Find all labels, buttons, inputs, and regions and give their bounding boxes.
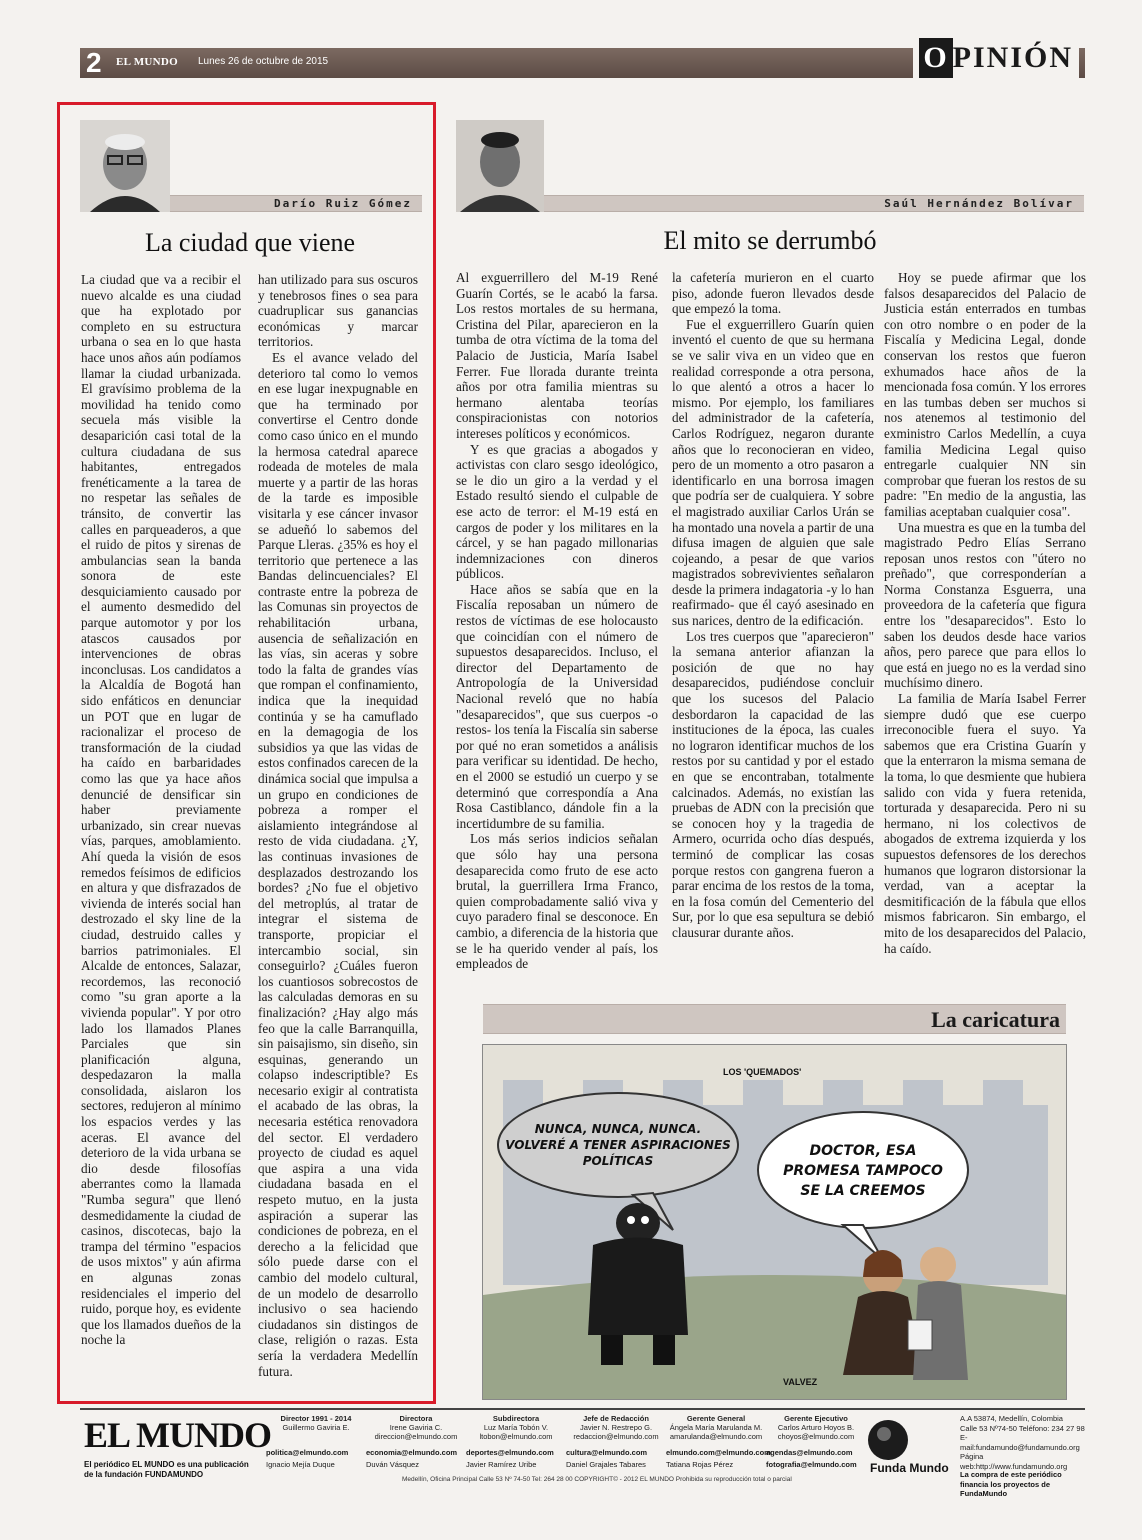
masthead-small: EL MUNDO <box>116 56 178 68</box>
issue-date: Lunes 26 de octubre de 2015 <box>198 56 329 67</box>
bubble-left-line-1: NUNCA, NUNCA, NUNCA. <box>534 1122 702 1136</box>
author-bar-2: Saúl Hernández Bolívar <box>544 195 1084 212</box>
paragraph: Hace años se sabía que en la Fiscalía reposaban un número de restos de víctimas de ese holocausto que coincidían con el número de supuestos desaparecidos. Incluso, el director del Departamento de Antropología de la Universidad Nacional reveló que no había "desaparecidos", que sus cuerpos -o restos- los tenía la Fiscalía sin saberse por qué no eran sometidos a análisis para verificar su identidad. De hecho, en el 2000 se estudió un cuerpo y se determinó que correspondía a Ana Rosa Castiblanco, dándole fin a la incertidumbre de su familia. <box>456 581 658 831</box>
paragraph: Al exguerrillero del M-19 René Guarín Cortés, se le acabó la farsa. Los restos mortales de su hermana, Cristina del Pilar, aparecieron en la tumba de otra víctima de la toma del Palacio de Justicia, María Isabel Ferrer. Fue llorada durante treinta años por otra familia mientras su hermano alentaba teorías conspiracionistas con notorios intereses políticos y económicos. <box>456 270 658 441</box>
article2-column-3 <box>884 270 1086 956</box>
caricature-image <box>482 1044 1067 1400</box>
editor-name: Javier Ramírez Uribe <box>466 1460 537 1469</box>
fundamundo-note: La compra de este periódico financia los proyectos de FundaMundo <box>960 1470 1062 1498</box>
paragraph: La ciudad que va a recibir el nuevo alcalde es una ciudad que ha explotado por completo en su estructura urbana o sea en lo que hasta hace unos años aún podíamos llamar la ciudad urbanizada. El gravísimo problema de la movilidad ha tenido como secuela más visible la desaparición casi total de la cultura ciudadana de sus habitantes, entregados frenéticamente a la tarea de no respetar las señales de tránsito, de convertir las calles en parqueaderos, a que el ruido de pitos y sirenas de ambulancias sean la banda sonora de este desquiciamiento causado por el aumento desmedido del parque automotor y por los atascos causados por intervenciones de obras inconclusas. Los candidatos a la Alcaldía de Bogotá han sido enfáticos en denunciar un POT que en lugar de racionalizar el proceso de transformación de la ciudad ha caído en barbaridades como las que ya hace años denuncié de densificar sin haber previamente urbanizado, sin crear nuevas vías, parques, amoblamiento. Ahí queda la visión de esos remedos feísimos de edificios en altura y que disfrazados de vivienda de interés social han destrozado el sky line de la ciudad, destruido calles y barrios patrimoniales. El Alcalde de entonces, Salazar, recordemos, las reconoció como "su gran aporte a la vivienda popular". Y por otro lado los llamados Planes Parciales que sin planificación alguna, despedazaron la malla consolidada, aislaron los sectores, redujeron al mínimo los espacios verdes y las aceras. El avance del deterioro de la vida urbana se dio desde filosofías aberrantes como la llamada "Rumba segura" que llenó desmedidamente la ciudad de casinos, discotecas, bajo la trampa del término "espacios de usos mixtos" y aún afirma en algunas zonas residenciales el imperio del ruido, porque hoy, es evidente que los llamados dueños de la noche la <box>81 272 241 1348</box>
article-title-1: La ciudad que viene <box>144 228 356 257</box>
page-header-band <box>80 41 1085 78</box>
editor-name: Daniel Grajales Tabares <box>566 1460 646 1469</box>
bubble-right-line-1: DOCTOR, ESA <box>809 1143 917 1159</box>
el-mundo-logo: EL MUNDO <box>84 1415 272 1455</box>
paragraph: Los tres cuerpos que "aparecieron" la semana anterior afianzan la posición de que no hay desaparecidos, pudiéndose concluir que los sucesos del Palacio desbordaron la capacidad de las instituciones de la época, las cuales no lograron identificar muchos de los restos por su cantidad y por el estado en que se encontraban, totalmente calcinados. Además, no existían las pruebas de ADN con la precisión que se conocen hoy y la tragedia de Armero, ocurrida ocho días después, terminó de complicar las cosas porque restos con gangrena fueron a parar encima de los restos de la toma, en la fosa común del Cementerio del Sur, por lo que esa sepultura se debió clausurar durante años. <box>672 628 874 940</box>
caricature-title: La caricatura <box>931 1007 1060 1032</box>
author-photo-1 <box>80 120 170 212</box>
article-title-2: El mito se derrumbó <box>663 226 877 255</box>
editor-name: Duván Vásquez <box>366 1460 419 1469</box>
email-fotografia[interactable]: fotografia@elmundo.com <box>766 1460 857 1469</box>
caricature-header-bar <box>483 1004 1066 1034</box>
staff-subdirectora: Subdirectora Luz María Tobón V. ltobon@elmundo.com <box>479 1414 553 1441</box>
paragraph: Hoy se puede afirmar que los falsos desaparecidos del Palacio de Justicia están enterrados en tumbas con otro nombre o en poder de la Fiscalía y Medicina Legal, donde conservan los restos que fueron exhumados hace años de la mencionada fosa común. Y los errores en las tumbas deben ser muchos si nos atenemos al testimonio del exministro Carlos Medellín, a cuya familia Medicina Legal quiso entregarle cualquier NN sin comprobar que fueran los restos de su padre: "En medio de la angustia, las familias aceptaban cualquier cosa". <box>884 270 1086 519</box>
paragraph: La familia de María Isabel Ferrer siempre dudó que ese cuerpo irreconocible fuera el suyo. Ya sabemos que era Cristina Guarín y que la enterraron la misma semana de la toma, lo que desmiente que hubiera salido con vida y fuera retenida, torturada y desaparecida. Pero ni su hermano, ni los colectivos de abogados de extrema izquierda y los supuestos defensores de los derechos humanos que lograron distorsionar la verdad, van a aceptar la desmitificación de la fábula que ellos mismos fabricaron. Sin embargo, el mito de los desaparecidos del Palacio, ha caído. <box>884 691 1086 956</box>
email-cultura[interactable]: cultura@elmundo.com <box>566 1448 648 1457</box>
page-number: 2 <box>86 47 102 78</box>
email-economia[interactable]: economia@elmundo.com <box>366 1448 458 1457</box>
paragraph: la cafetería murieron en el cuarto piso, adonde fueron llevados desde que empezó la toma. <box>672 270 874 317</box>
editor-name: Tatiana Rojas Pérez <box>666 1460 734 1469</box>
paragraph: Una muestra es que en la tumba del magistrado Pedro Elías Serrano reposan unos restos con "útero no preñado", que corresponderían a Norma Constanza Esguerra, una proveedora de la cafetería que figura entre los "desaparecidos". Esto lo saben los deudos desde hace varios años, pero parece que para ellos lo que está en juego no es la verdad sino muchísimo dinero. <box>884 519 1086 691</box>
office-address: Medellín, Oficina Principal Calle 53 Nº 74-50 Tel: 264 28 00 COPYRIGHT© - 2012 EL MUNDO Prohibida su reproducción total o parcial <box>402 1476 792 1483</box>
cartoon-caption-top: LOS 'QUEMADOS' <box>723 1067 802 1077</box>
paragraph: Es el avance velado del deterioro tal como lo vemos en ese lugar inexpugnable en que ha terminado por convertirse el Centro donde como caso único en el mundo la hermosa catedral aparece rodeada de moteles de mala muerte y a partir de las horas de la tarde es imposible visitarla y ese cáncer invasor se adueñó lo sabemos del Parque Lleras. ¿35% es hoy el territorio que pertenece a las Bandas delincuenciales? El contraste entre la pobreza de las Comunas sin proyectos de rehabilitación urbana, ausencia de señalización en las vías, sin aceras y sobre todo la falta de grandes vías que rompan el confinamiento, indica que la inequidad continúa y se ha camuflado en la demagogia de los subsidios ya que las vidas de estos confinados carecen de la dinámica social que impulsa a un grupo en condiciones de pobreza a romper el aislamiento integrándose al resto de vida ciudadana. ¿Y, las continuas invasiones de desplazados destrozando los bordes? ¿No fue el objetivo del metroplús, al tratar de integrar el sistema de transporte, propiciar el intercambio social, sin conseguirlo? ¿Cuáles fueron los cuantiosos sobrecostos de las calculadas demoras en su finalización? ¿Hay algo más feo que la calle Barranquilla, sin paisajismo, sin diseño, sin esquinas, generando un colapso indescriptible? Es necesario exigir al contratista el acabado de las obras, la necesaria estética renovadora del sector. El verdadero proyecto de ciudad es aquel que aspira a una vida ciudadana basada en el respeto mutuo, en la justa aspiración a superar las condiciones de pobreza, en el derecho a la felicidad que sólo puede darse con el cambio del modelo cultural, de un modelo de desarrollo inclusivo o sea haciendo ciudadanos sin distingos de clase, religión o razas. Esta sería la verdadera Medellín futura. <box>258 349 418 1379</box>
staff-gerente-ejecutivo: Gerente Ejecutivo Carlos Arturo Hoyos B. choyos@elmundo.com <box>777 1414 855 1441</box>
email-link[interactable]: choyos@elmundo.com <box>777 1432 855 1441</box>
bubble-left-line-2: VOLVERÉ A TENER ASPIRACIONES <box>505 1138 731 1152</box>
paragraph: Los más serios indicios señalan que sólo hay una persona desaparecida como fruto de ese acto brutal, la guerrillera Irma Franco, quien comprobadamente salió viva y cuyo paradero final se desconoce. En cambio, a diferencia de la historia que se le ha querido vender al país, los empleados de <box>456 831 658 972</box>
article2-column-1 <box>456 270 658 972</box>
fundamundo-contact: A.A 53874, Medellín, Colombia Calle 53 Nº74-50 Teléfono: 234 27 98 E-mail:fundamundo@fundamundo.org Página web:http://www.fundamundo.org <box>960 1414 1085 1471</box>
section-emails <box>266 1448 866 1460</box>
fundamundo-email-link[interactable]: E-mail:fundamundo@fundamundo.org <box>960 1433 1080 1452</box>
paragraph: han utilizado para sus oscuros y tenebrosos fines o sea para cuadruplicar sus ganancias económicas y marcar territorios. <box>258 272 418 350</box>
author-photo-2 <box>456 120 544 212</box>
email-deportes[interactable]: deportes@elmundo.com <box>466 1448 554 1457</box>
staff-directora: Directora Irene Gaviria C. direccion@elmundo.com <box>374 1414 458 1441</box>
article1-column-2 <box>258 272 418 1379</box>
email-elmundo[interactable]: elmundo.com@elmundo.com <box>666 1448 771 1457</box>
editor-name: Ignacio Mejía Duque <box>266 1460 335 1469</box>
cartoon-signature: VALVEZ <box>783 1377 818 1387</box>
svg-text:Funda Mundo: Funda Mundo <box>870 1461 949 1475</box>
fundamundo-logo <box>866 1412 949 1475</box>
bubble-right-line-2: PROMESA TAMPOCO <box>783 1163 943 1179</box>
page-footer <box>80 1408 1085 1498</box>
email-link[interactable]: redaccion@elmundo.com <box>573 1432 659 1441</box>
bubble-left-line-3: POLÍTICAS <box>582 1154 654 1168</box>
paragraph: Y es que gracias a abogados y activistas con claro sesgo ideológico, se le dio un giro a la verdad y el Estado resultó siendo el culpable de ese acto de terror: el M-19 está en cargos de poder y los militares en la cárcel, y se han pagado millonarias indemnizaciones con dineros públicos. <box>456 441 658 582</box>
author-bar-1: Darío Ruiz Gómez <box>170 195 422 212</box>
email-agendas[interactable]: agendas@elmundo.com <box>766 1448 853 1457</box>
staff-jefe-redaccion: Jefe de Redacción Javier N. Restrepo G. redaccion@elmundo.com <box>573 1414 659 1441</box>
staff-director-1991: Director 1991 - 2014 Guillermo Gaviria E. <box>280 1414 352 1432</box>
publisher-note: El periódico EL MUNDO es una publicación de la fundación FUNDAMUNDO <box>84 1460 249 1479</box>
article1-column-1 <box>81 272 241 1348</box>
article2-column-2 <box>672 270 874 941</box>
email-link[interactable]: ltobon@elmundo.com <box>479 1432 553 1441</box>
staff-gerente-general: Gerente General Ángela María Marulanda M. amarulanda@elmundo.com <box>669 1414 763 1441</box>
email-link[interactable]: direccion@elmundo.com <box>374 1432 458 1441</box>
fundamundo-web-link[interactable]: Página web:http://www.fundamundo.org <box>960 1452 1068 1471</box>
bubble-right-line-3: SE LA CREEMOS <box>800 1183 926 1199</box>
email-politica[interactable]: politica@elmundo.com <box>266 1448 349 1457</box>
section-label: O PINIÓN <box>913 36 1079 80</box>
email-link[interactable]: amarulanda@elmundo.com <box>669 1432 763 1441</box>
paragraph: Fue el exguerrillero Guarín quien inventó el cuento de que su hermana se ve salir viva en un video que en realidad corresponde a otra persona, lo que alentó a otros a hacer lo mismo. Por ejemplo, los familiares del administrador de la cafetería, Carlos Rodríguez, negaron durante años que lo reconocieran en video, pero de un momento a otro pasaron a identificarlo en una borrosa imagen que podría ser de cualquiera. Y sobre el magistrado auxiliar Carlos Urán se ha montado una novela a partir de una difusa imagen de alguien que sale cojeando, a pesar de que varios magistrados sobrevivientes señalaron desde la primera indagatoria -y lo han reafirmado- que él cayó asesinado en sus narices, dentro de la edificación. <box>672 316 874 629</box>
